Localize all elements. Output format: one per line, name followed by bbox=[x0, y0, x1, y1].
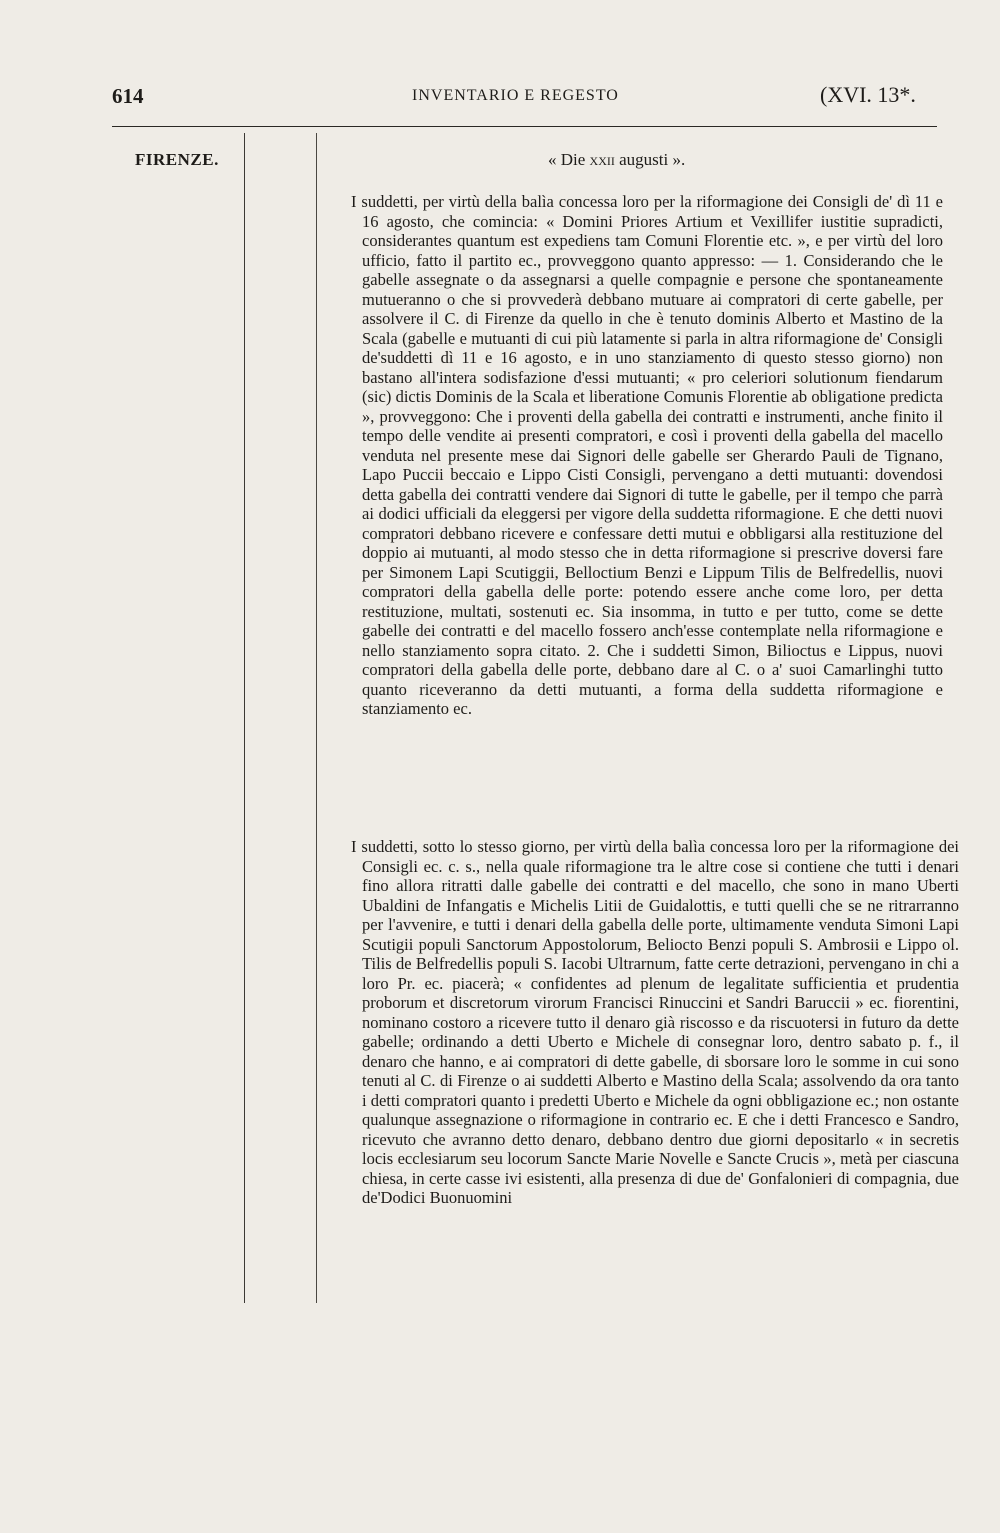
margin-place-name: FIRENZE. bbox=[135, 150, 219, 169]
running-title: INVENTARIO E REGESTO bbox=[412, 87, 619, 104]
page-header bbox=[0, 84, 1000, 116]
margin-column-rule-right bbox=[316, 133, 317, 1303]
margin-column-rule-left bbox=[244, 133, 245, 1303]
date-heading-close: augusti ». bbox=[614, 150, 686, 169]
date-heading bbox=[548, 150, 685, 170]
date-heading-open: « Die bbox=[548, 150, 590, 169]
date-heading-day: xxii bbox=[589, 150, 615, 169]
page-number: 614 bbox=[112, 84, 144, 108]
header-rule bbox=[112, 126, 937, 127]
section-reference: (XVI. 13*. bbox=[820, 82, 916, 107]
entry-paragraph: I suddetti, sotto lo stesso giorno, per virtù della balìa concessa loro per la riformagione dei Consigli ec. c. s., nella quale riformagione tra le altre cose si contiene che tutti i denari fino allora ritratti dalle gabelle dei contratti e del macello, che sono in mano Uberti Ubaldini de Infangatis e Michelis Litii de Guidalottis, e tutti quelli che se ne ritrarranno per l'avvenire, e tutti i denari della gabella delle porte, ultimamente venduta Simoni Lapi Scutigii populi Sanctorum Appostolorum, Belioctо Benzi populi S. Ambrosii e Lippo ol. Tilis de Belfredellis populi S. Iacobi Ultrarnum, fatte certe detrazioni, pervengano in chi a loro Pr. ec. piacerà; « confidentes ad plenum de legalitate sufficientia et prudentia proborum et discretorum virorum Francisci Rinuccini et Sandri Baruccii » ec. fiorentini, nominano costoro a ricevere tutto il denaro già riscosso e da riscuotersi in futuro da dette gabelle; ordinando a detti Uberto e Michele di consegnar loro, dentro sabato p. f., il denaro che hanno, e ai compratori di dette gabelle, di sborsare loro le somme in cui sono tenuti al C. di Firenze o ai suddetti Alberto e Mastino della Scala; assolvendo da ora tanto i detti compratori quanto i predetti Uberto e Michele da ogni obbligazione ec.; non ostante qualunque assegnazione o riformagione in contrario ec. E che i detti Francesco e Sandro, ricevuto che avranno detto denaro, debbano dentro due giorni depositarlo « in secretis locis ecclesiarum seu locorum Sancte Marie Novelle e Sancte Crucis », metà per ciascuna chiesa, in certe casse ivi esistenti, alla presenza di due de' Gonfalonieri di compagnia, due de'Dodici Buonuomini bbox=[351, 837, 959, 1207]
entry-paragraph: I suddetti, per virtù della balìa concessa loro per la riformagione dei Consigli de' dì 11 e 16 agosto, che comincia: « Domini Priores Artium et Vexillifer iustitie supradicti, considerantes quantum est expediens tam Comuni Florentie etc. », e per virtù del loro ufficio, fatto il partito ec., provveggono quanto appresso: — 1. Considerando che le gabelle assegnate o da assegnarsi a quelle compagnie e persone che spontaneamente mutueranno o che si provvederà debbano mutuare ai compratori di certe gabelle, per assolvere il C. di Firenze da quello in che è tenuto dominis Alberto et Mastino de la Scala (gabelle e mutuanti di cui più latamente si parla in altra riformagione de' Consigli de'suddetti dì 11 e 16 agosto, e in uno stanziamento di questo stesso giorno) non bastano all'intera sodisfazione d'essi mutuanti; « pro celeriori solutionum fiendarum (sic) dictis Dominis de la Scala et liberatione Comunis Florentie ab obligatione predicta », provveggono: Che i proventi della gabella dei contratti e instrumenti, anche finito il tempo delle vendite ai presenti compratori, e così i proventi della gabella del macello venduta nel presente mese dai Signori delle gabelle ser Gherardo Pauli de Tignano, Lapo Puccii beccaio e Lippo Cisti Consigli, pervengano a detti mutuanti: dovendosi detta gabella dei contratti vendere dai Signori di tutte le gabelle, per il tempo che parrà ai dodici ufficiali da eleggersi per vigore della suddetta riformagione. E che detti nuovi compratori debbano ricevere e confessare detti mutui e obbligarsi alla restituzione del doppio ai mutuanti, al modo stesso che in detta riformagione si prescrive doversi fare per Simonem Lapi Scutiggii, Belloctium Benzi e Lippum Tilis de Belfredellis, nuovi compratori della gabella delle porte: potendo essere anche come loro, per detta restituzione, multati, sostenuti ec. Sia insomma, in tutto e per tutto, come se dette gabelle dei contratti e del macello fossero anch'esse contemplate nella riformagione e nello stanziamento sopra citato. 2. Che i suddetti Simon, Bilioctus e Lippus, nuovi compratori della gabella delle porte, debbano dare al C. o a' suoi Camarlinghi tutto quanto riceveranno da detti mutuanti, a forma della suddetta riformagione e stanziamento ec. bbox=[351, 192, 943, 718]
